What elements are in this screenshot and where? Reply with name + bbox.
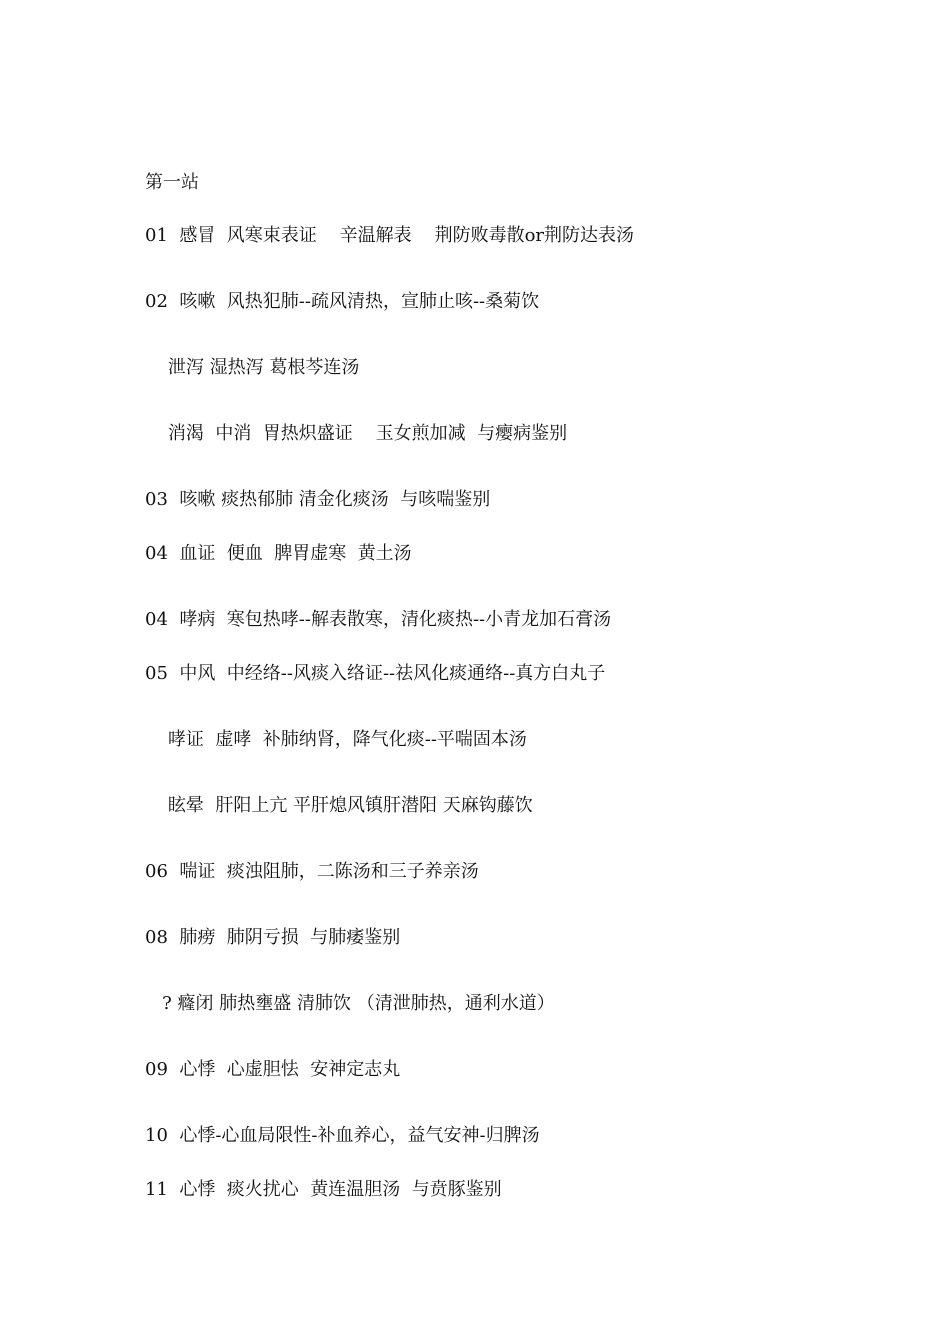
list-item: 消渴 中消 胃热炽盛证 玉女煎加减 与瘿病鉴别 [145,423,568,444]
list-item: 04 哮病 寒包热哮--解表散寒，清化痰热--小青龙加石膏汤 [145,609,612,630]
list-item: 01 感冒 风寒束表证 辛温解表 荆防败毒散or荆防达表汤 [145,225,635,246]
list-item: 04 血证 便血 脾胃虚寒 黄土汤 [145,543,412,564]
list-item: 06 喘证 痰浊阻肺，二陈汤和三子养亲汤 [145,861,479,882]
list-item: 03 咳嗽 痰热郁肺 清金化痰汤 与咳喘鉴别 [145,489,491,510]
list-item: 05 中风 中经络--风痰入络证--祛风化痰通络--真方白丸子 [145,663,606,684]
list-item: 泄泻 湿热泻 葛根芩连汤 [145,357,360,378]
list-item: 02 咳嗽 风热犯肺--疏风清热，宣肺止咳--桑菊饮 [145,291,540,312]
list-item: 10 心悸-心血局限性-补血养心，益气安神-归脾汤 [145,1125,540,1146]
list-item: 08 肺痨 肺阴亏损 与肺痿鉴别 [145,927,401,948]
list-item: ? 癃闭 肺热壅盛 清肺饮 （清泄肺热，通利水道） [145,993,555,1014]
list-item: 11 心悸 痰火扰心 黄连温胆汤 与贲豚鉴别 [145,1179,502,1200]
list-item: 09 心悸 心虚胆怯 安神定志丸 [145,1059,401,1080]
page-heading: 第一站 [145,172,199,193]
list-item: 眩晕 肝阳上亢 平肝熄风镇肝潜阳 天麻钩藤饮 [145,795,533,816]
list-item: 哮证 虚哮 补肺纳肾，降气化痰--平喘固本汤 [145,729,527,750]
